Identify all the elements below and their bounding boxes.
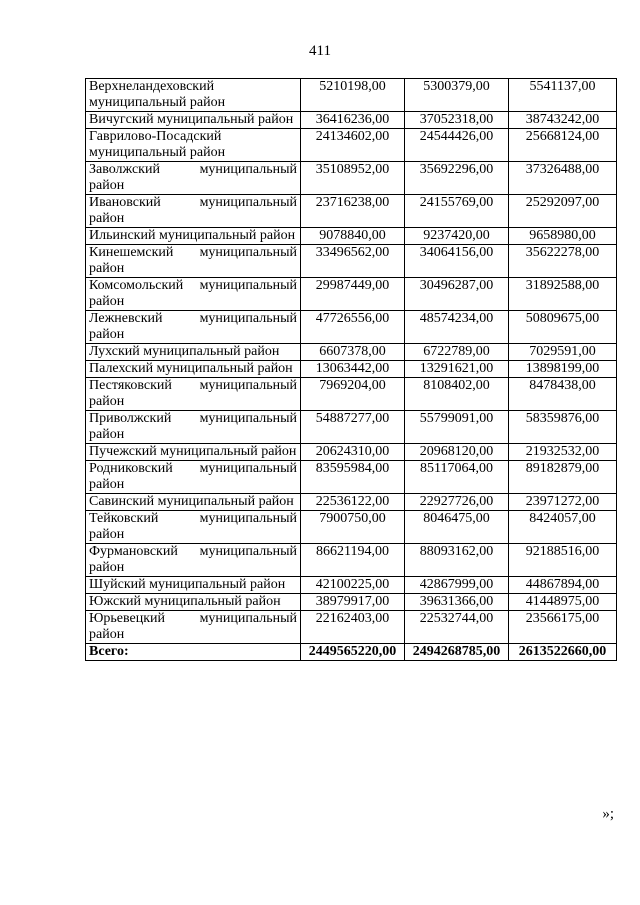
table-row (86, 129, 617, 162)
value-2: 13291621,00 (405, 361, 509, 378)
district-name: Ильинский муниципальный район (86, 228, 301, 245)
district-name: Кинешемский муниципальный район (86, 245, 301, 278)
district-name: Ивановский муниципальный район (86, 195, 301, 228)
district-name: Шуйский муниципальный район (86, 577, 301, 594)
district-name: Комсомольский муниципальный район (86, 278, 301, 311)
table-row (86, 162, 617, 195)
value-2: 42867999,00 (405, 577, 509, 594)
value-1: 42100225,00 (301, 577, 405, 594)
value-3: 23971272,00 (509, 494, 617, 511)
table-body (86, 79, 617, 661)
value-3: 23566175,00 (509, 611, 617, 644)
table-row (86, 228, 617, 245)
table-row (86, 195, 617, 228)
table-row (86, 361, 617, 378)
district-name: Южский муниципальный район (86, 594, 301, 611)
value-3: 5541137,00 (509, 79, 617, 112)
total-value-1: 2449565220,00 (301, 644, 405, 661)
value-3: 38743242,00 (509, 112, 617, 129)
value-1: 7900750,00 (301, 511, 405, 544)
value-2: 6722789,00 (405, 344, 509, 361)
value-3: 13898199,00 (509, 361, 617, 378)
district-name: Заволжский муниципальный район (86, 162, 301, 195)
value-2: 88093162,00 (405, 544, 509, 577)
value-1: 6607378,00 (301, 344, 405, 361)
district-name: Тейковский муниципальный район (86, 511, 301, 544)
district-name: Юрьевецкий муниципальный район (86, 611, 301, 644)
value-2: 35692296,00 (405, 162, 509, 195)
value-1: 47726556,00 (301, 311, 405, 344)
district-name: Лухский муниципальный район (86, 344, 301, 361)
table-row (86, 544, 617, 577)
value-3: 58359876,00 (509, 411, 617, 444)
value-1: 23716238,00 (301, 195, 405, 228)
table-row (86, 411, 617, 444)
value-2: 22927726,00 (405, 494, 509, 511)
district-name: Верхнеландеховский муниципальный район (86, 79, 301, 112)
district-name: Пестяковский муниципальный район (86, 378, 301, 411)
value-1: 35108952,00 (301, 162, 405, 195)
value-2: 24544426,00 (405, 129, 509, 162)
total-row (86, 644, 617, 661)
table-row (86, 245, 617, 278)
value-1: 83595984,00 (301, 461, 405, 494)
value-2: 30496287,00 (405, 278, 509, 311)
value-1: 5210198,00 (301, 79, 405, 112)
value-3: 37326488,00 (509, 162, 617, 195)
table-row (86, 494, 617, 511)
value-1: 20624310,00 (301, 444, 405, 461)
value-1: 7969204,00 (301, 378, 405, 411)
district-name: Лежневский муниципальный район (86, 311, 301, 344)
value-3: 31892588,00 (509, 278, 617, 311)
value-2: 8108402,00 (405, 378, 509, 411)
district-name: Приволжский муниципальный район (86, 411, 301, 444)
table-row (86, 344, 617, 361)
value-2: 34064156,00 (405, 245, 509, 278)
district-name: Гаврилово-Посадский муниципальный район (86, 129, 301, 162)
table-row (86, 611, 617, 644)
district-name: Фурмановский муниципальный район (86, 544, 301, 577)
value-2: 55799091,00 (405, 411, 509, 444)
value-2: 48574234,00 (405, 311, 509, 344)
district-name: Родниковский муниципальный район (86, 461, 301, 494)
table-row (86, 112, 617, 129)
table-row (86, 311, 617, 344)
value-3: 89182879,00 (509, 461, 617, 494)
value-2: 24155769,00 (405, 195, 509, 228)
closing-quote-mark: »; (602, 806, 614, 822)
value-3: 44867894,00 (509, 577, 617, 594)
value-3: 92188516,00 (509, 544, 617, 577)
value-3: 8424057,00 (509, 511, 617, 544)
value-2: 22532744,00 (405, 611, 509, 644)
table-row (86, 461, 617, 494)
value-3: 50809675,00 (509, 311, 617, 344)
value-2: 9237420,00 (405, 228, 509, 245)
district-name: Вичугский муниципальный район (86, 112, 301, 129)
total-value-3: 2613522660,00 (509, 644, 617, 661)
table-row (86, 278, 617, 311)
table-row (86, 511, 617, 544)
value-1: 38979917,00 (301, 594, 405, 611)
value-1: 29987449,00 (301, 278, 405, 311)
table-row (86, 79, 617, 112)
value-3: 25292097,00 (509, 195, 617, 228)
value-2: 20968120,00 (405, 444, 509, 461)
value-2: 8046475,00 (405, 511, 509, 544)
value-2: 5300379,00 (405, 79, 509, 112)
page-number: 411 (309, 43, 331, 59)
value-3: 35622278,00 (509, 245, 617, 278)
value-1: 86621194,00 (301, 544, 405, 577)
value-1: 22536122,00 (301, 494, 405, 511)
value-3: 21932532,00 (509, 444, 617, 461)
district-name: Пучежский муниципальный район (86, 444, 301, 461)
value-3: 8478438,00 (509, 378, 617, 411)
value-1: 54887277,00 (301, 411, 405, 444)
value-3: 25668124,00 (509, 129, 617, 162)
table-row (86, 594, 617, 611)
value-2: 85117064,00 (405, 461, 509, 494)
total-value-2: 2494268785,00 (405, 644, 509, 661)
value-1: 9078840,00 (301, 228, 405, 245)
value-1: 33496562,00 (301, 245, 405, 278)
value-2: 37052318,00 (405, 112, 509, 129)
value-3: 9658980,00 (509, 228, 617, 245)
district-name: Савинский муниципальный район (86, 494, 301, 511)
table-row (86, 378, 617, 411)
value-2: 39631366,00 (405, 594, 509, 611)
total-label: Всего: (86, 644, 301, 661)
value-1: 13063442,00 (301, 361, 405, 378)
value-1: 24134602,00 (301, 129, 405, 162)
district-name: Палехский муниципальный район (86, 361, 301, 378)
value-1: 22162403,00 (301, 611, 405, 644)
value-3: 41448975,00 (509, 594, 617, 611)
table-row (86, 577, 617, 594)
value-3: 7029591,00 (509, 344, 617, 361)
table-row (86, 444, 617, 461)
value-1: 36416236,00 (301, 112, 405, 129)
budget-table (85, 78, 617, 661)
